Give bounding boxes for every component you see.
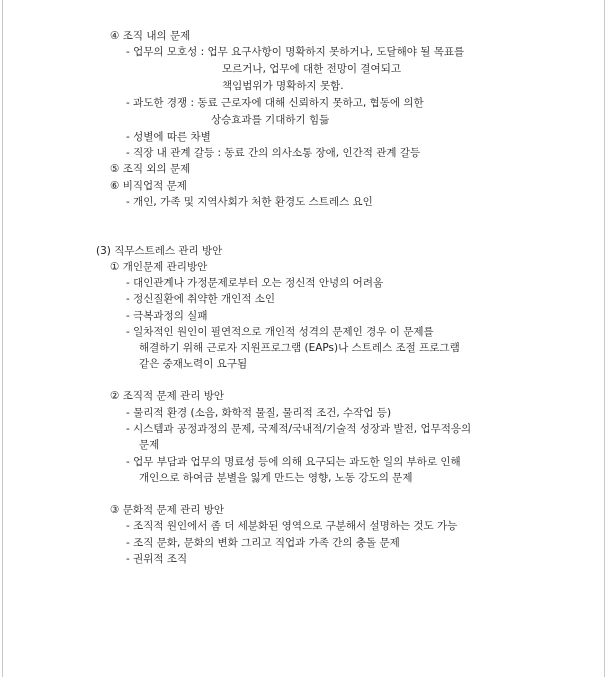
section-heading-internal-problems: ④ 조직 내의 문제 [110,30,191,42]
section-heading-external-problems: ⑤ 조직 외의 문제 [110,163,191,175]
bullet-system-process: - 시스템과 공정과정의 문제, 국제적/국내적/기술적 성장과 발전, 업무적응의 [126,423,472,435]
page-left-border [2,0,3,677]
bullet-interpersonal: - 대인관계나 가정문제로부터 오는 정신적 안녕의 어려움 [126,277,384,289]
bullet-workload-cont: 개인으로 하여금 분별을 잃게 만드는 영향, 노동 강도의 문제 [139,472,413,484]
bullet-competition-cont: 상승효과를 기대하기 힘듦 [211,114,330,126]
bullet-gender-discrimination: - 성별에 따른 차별 [126,131,211,143]
bullet-workload: - 업무 부담과 업무의 명료성 등에 의해 요구되는 과도한 일의 부하로 인해 [126,456,461,468]
bullet-culture-conflict: - 조직 문화, 문화의 변화 그리고 직업과 가족 간의 충돌 문제 [126,537,400,549]
bullet-system-process-cont: 문제 [139,439,160,451]
section-heading-non-occupational: ⑥ 비직업적 문제 [110,180,187,192]
page-right-border [604,0,605,677]
section-heading-stress-management: (3) 직무스트레스 관리 방안 [96,245,223,257]
bullet-primary-cause: - 일차적인 원인이 필연적으로 개인적 성격의 문제인 경우 이 문제를 [126,326,434,338]
bullet-primary-cause-cont-1: 해결하기 위해 근로자 지원프로그램 (EAPs)나 스트레스 조절 프로그램 [139,342,460,354]
bullet-physical-environment: - 물리적 환경 (소음, 화학적 물질, 물리적 조건, 수작업 등) [126,407,392,419]
bullet-personal-family: - 개인, 가족 및 지역사회가 처한 환경도 스트레스 요인 [126,196,373,208]
bullet-primary-cause-cont-2: 같은 중재노력이 요구됨 [139,358,248,370]
subheading-cultural-management: ③ 문화적 문제 관리 방안 [110,504,225,516]
bullet-coping-failure: - 극복과정의 실패 [126,310,208,322]
subheading-personal-management: ① 개인문제 관리방안 [110,261,208,273]
bullet-ambiguity-cont-1: 모르거나, 업무에 대한 전망이 결여되고 [222,63,401,75]
bullet-mental-illness: - 정신질환에 취약한 개인적 소인 [126,293,275,305]
bullet-relationship-conflict: - 직장 내 관계 갈등 : 동료 간의 의사소통 장애, 인간적 관계 갈등 [126,147,421,159]
bullet-subdivided-areas: - 조직적 원인에서 좀 더 세분화된 영역으로 구분해서 설명하는 것도 가능 [126,520,458,532]
bullet-ambiguity: - 업무의 모호성 : 업무 요구사항이 명확하지 못하거나, 도달해야 될 목표를 [126,46,465,58]
subheading-organizational-management: ② 조직적 문제 관리 방안 [110,390,225,402]
bullet-authoritarian: - 권위적 조직 [126,553,188,565]
bullet-competition: - 과도한 경쟁 : 동료 근로자에 대해 신뢰하지 못하고, 협동에 의한 [126,97,424,109]
bullet-ambiguity-cont-2: 책임범위가 명확하지 못함. [222,80,344,92]
